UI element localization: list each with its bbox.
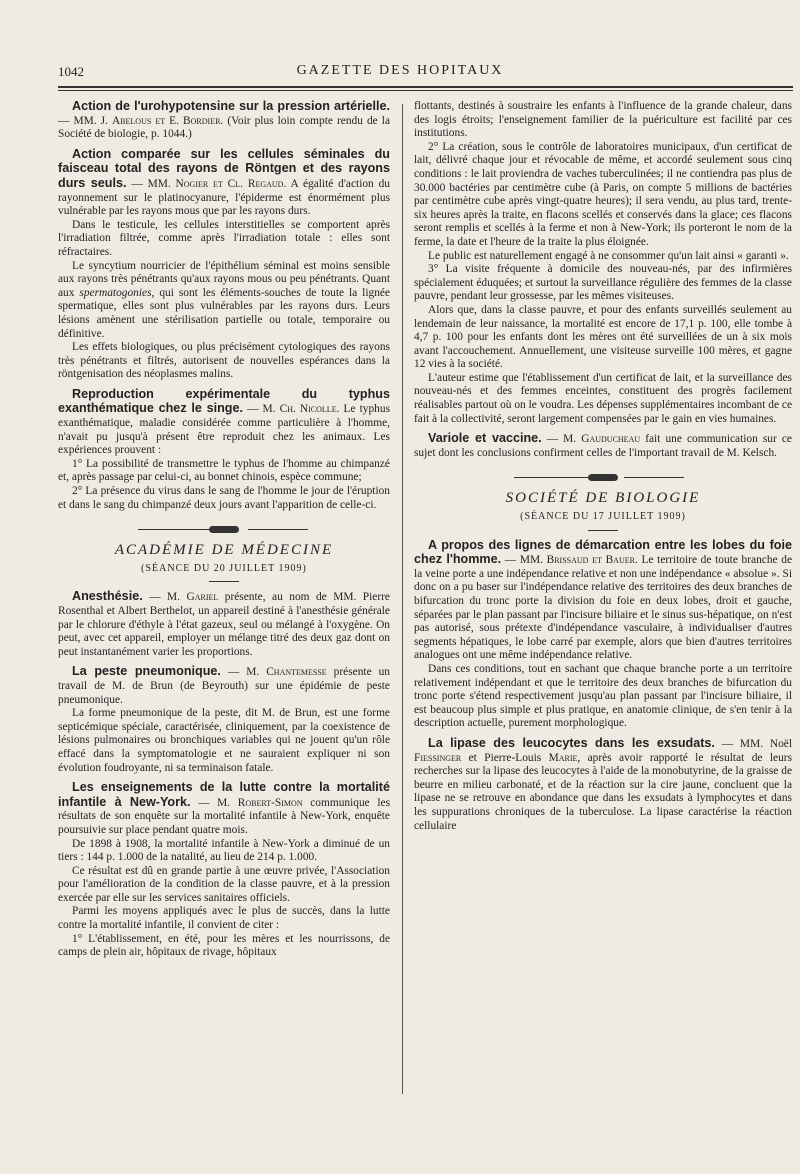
author-names: Ch. Nicolle [279, 403, 337, 416]
paragraph: L'auteur estime que l'établissement d'un certificat de lait, et la surveillance des nouveau-nés et des femmes enceintes, constituent des progrès facilement réalisables partout où on le voudra. Les dépenses supplémentaires incombant de ce fait à la collectivité, seront largement compensées par le gain en vies humaines. [414, 371, 792, 425]
right-column [414, 100, 792, 833]
header-rule [58, 86, 793, 88]
author-names: Gauducheau [581, 433, 641, 446]
paragraph: De 1898 à 1908, la mortalité infantile à New-York a diminué de un tiers : 144 p. 1.000 de la natalité, au lieu de 214 p. 1.000. [58, 837, 390, 864]
article-variole: Variole et vaccine. — M. Gauducheau fait une communication sur ce sujet dont les conclusions confirment celles de l'important travail de M. Kelsch. [414, 431, 792, 459]
paragraph: Le syncytium nourricier de l'épithélium séminal est moins sensible aux rayons très pénétrants qu'aux rayons mous ou peu pénétrants. Quant aux spermatogonies, qui sont les éléments-souches de toute la lignée spermatique, elles sont plus vulnérables par les rayons durs. Leurs lésions amènent une stérilisation partielle ou totale, temporaire ou définitive. [58, 259, 390, 340]
paragraph: 3° La visite fréquente à domicile des nouveau-nés, par des infirmières spécialement éduquées; et surtout la surveillance régulière des femmes de la classe pauvre, pendant leur grossesse, par les mêmes visiteuses. [414, 263, 792, 303]
column-divider [402, 104, 403, 1094]
journal-title: GAZETTE DES HOPITAUX [296, 63, 504, 78]
paragraph: 2° La création, sous le contrôle de laboratoires municipaux, d'un certificat de lait, délivré chaque jour et révocable de même, et accordé seulement sous cinq conditions : le lait proviendra de vaches tuberculinées; il ne contiendra pas plus de 30.000 bactéries par centimètre cube (à Paris, on compte 5 millions de bactéries par centimètre cube après vingt-quatre heures); il sera vendu, au plus tard, trente-six heures après la traite, en flacons scellés et conservés dans la glace; ces flacons seront remplis et scellés à la ferme et non à New-York; ils porteront le nom de la ferme, la date et l'heure de la traite la plus éloignée. [414, 140, 792, 248]
section-title-biologie: SOCIÉTÉ DE BIOLOGIE [505, 490, 701, 507]
paragraph: La forme pneumonique de la peste, dit M. de Brun, est une forme septicémique spéciale, caractérisée, cliniquement, par la coexistence de lésions pulmonaires ou bronchiques variables qui ne jouent qu'un rôle effacé dans la symptomatologie et ne sauraient expliquer ni son évolution foudroyante, ni sa terminaison fatale. [58, 707, 390, 774]
author-names: Gariel [186, 591, 219, 604]
article-new-york-continued [414, 100, 792, 426]
article-anesthesie: Anesthésie. — M. Gariel présente, au nom de MM. Pierre Rosenthal et Albert Berthelot, un appareil destiné à l'anesthésie générale par le chlorure d'éthyle à l'état gazeux, seul ou mélangé à l'oxygène. On peut, avec cet appareil, employer un mélange titré des deux gaz dont on peut instantanément varier les proportions. [58, 589, 390, 658]
article-lobes-foie: A propos des lignes de démarcation entre les lobes du foie chez l'homme. — MM. Brissaud et Bauer. Le territoire de toute branche de la veine porte a une indépendance relative et non une indépendance « absolue ». Si donc on a pu baser sur l'indépendance relative des territoires des deux branches de bifurcation du tronc porte la division du foie en deux lobes, droit et gauche, séparées par le plan passant par l'incisure biliaire et le sinus sus-hépatique, on n'est pas autorisé, sous prétexte d'indépendance vasculaire, à individualiser d'autres segments hépatiques, le lobe carré par exemple, alors que bien d'autres territoires analogues ont une même indépendance relative. Dans ces conditions, tout en sachant que chaque branche porte a un territoire relativement indépendant et que le territoire des deux branches de bifurcation du tronc porte s'étend respectivement jusqu'au plan passant par l'incisure biliaire, il est beaucoup plus simple et plus pratique, en anatomie clinique, de s'en tenir à la description actuelle, purement morphologique. [414, 537, 793, 730]
page-header [0, 58, 800, 88]
section-ornament [58, 526, 390, 534]
paragraph: Les effets biologiques, ou plus précisément cytologiques des rayons très pénétrants et filtrés, autorisent de nouvelles espérances dans la röntgenisation des néoplasmes malins. [58, 341, 390, 381]
paragraph: 1° L'établissement, en été, pour les mères et les nourrissons, de camps de plein air, hôpitaux de rivage, hôpitaux [58, 932, 390, 959]
author-names: Fiessinger [414, 751, 462, 764]
article-heading: Les enseignements de la lutte contre la mortalité infantile à New-York. [58, 780, 390, 809]
article-peste: La peste pneumonique. — M. Chantemesse présente un travail de M. de Brun (de Beyrouth) sur une épidémie de peste pneumonique. La forme pneumonique de la peste, dit M. de Brun, est une forme septicémique spéciale, caractérisée, cliniquement, par la coexistence de lésions pulmonaires ou bronchiques variables qui ne jouent qu'un rôle effacé dans la symptomatologie et ne sauraient expliquer ni son évolution foudroyante, ni sa terminaison fatale. [58, 664, 390, 774]
paragraph: 1° La possibilité de transmettre le typhus de l'homme au chimpanzé et, après passage par celui-ci, au bonnet chinois, espèce commune; [58, 457, 390, 484]
paragraph: Dans le testicule, les cellules interstitielles se comportent après l'irradiation filtrée, comme après l'irradiation totale : elles sont réfractaires. [58, 218, 390, 258]
article-heading: A propos des lignes de démarcation entre les lobes du foie chez l'homme. [414, 537, 792, 567]
article-heading: Action comparée sur les cellules séminales du faisceau total des rayons de Röntgen et des rayons durs seuls. [58, 146, 390, 190]
header-rule-thin [58, 90, 793, 91]
paragraph: Dans ces conditions, tout en sachant que chaque branche porte a un territoire relativement indépendant et que le territoire des deux branches de bifurcation du tronc porte s'étend respectivement jusqu'au plan passant par l'incisure biliaire, il est beaucoup plus simple et plus pratique, en anatomie clinique, de s'en tenir à la description actuelle, purement morphologique. [414, 662, 792, 730]
section-ornament [414, 474, 792, 482]
paragraph: Ce résultat est dû en grande partie à une œuvre privée, l'Association pour l'amélioration de la condition de la classe pauvre, et à la pression exercée par elle sur les services sanitaires officiels. [58, 864, 390, 904]
author-names: Chantemesse [266, 666, 327, 679]
section-title-academie: ACADÉMIE DE MÉDECINE [114, 542, 334, 559]
paragraph: Parmi les moyens appliqués avec le plus de succès, dans la lutte contre la mortalité infantile, il convient de citer : [58, 905, 390, 932]
article-heading: La peste pneumonique. [72, 664, 221, 679]
author-names: Nogier et Cl. Regaud [175, 177, 284, 190]
seance-date: (SÉANCE DU 17 JUILLET 1909) [520, 511, 686, 523]
seance-date: (SÉANCE DU 20 JUILLET 1909) [141, 562, 307, 574]
article-heading: La lipase des leucocytes dans les exsudats. [428, 735, 715, 750]
paragraph: flottants, destinés à soustraire les enfants à l'influence de la grande chaleur, dans des logis étroits; l'enseignement familier de la puériculture est facilité par ces institutions. [414, 100, 792, 140]
short-rule [588, 530, 618, 531]
short-rule [209, 581, 239, 582]
page-number: 1042 [58, 64, 84, 79]
author-names: Brissaud et Bauer [546, 554, 635, 567]
article-typhus: Reproduction expérimentale du typhus exanthématique chez le singe. — M. Ch. Nicolle. Le typhus exanthématique, maladie considérée comme particulière à l'homme, n'avait pu jusqu'à présent être reproduit chez les animaux. Les expériences prouvent : 1° La possibilité de transmettre le typhus de l'homme au chimpanzé et, après passage par celui-ci, au bonnet chinois, espèce commune; 2° La présence du virus dans le sang de l'homme le jour de l'éruption et dans le sang du chimpanzé deux jours avant l'apparition de celle-ci. [58, 386, 391, 511]
article-rontgen: Action comparée sur les cellules séminales du faisceau total des rayons de Röntgen et des rayons durs seuls. — MM. Nogier et Cl. Regaud. A égalité d'action du rayonnement sur le platinocyanure, l'épiderme est énormément plus vulnérable par les rayons mous que par les rayons durs. Dans le testicule, les cellules interstitielles se comportent après l'irradiation filtrée, comme après l'irradiation totale : elles sont réfractaires. Le syncytium nourricier de l'épithélium séminal est moins sensible aux rayons très pénétrants qu'aux rayons mous ou peu pénétrants. Quant aux spermatogonies, qui sont les éléments-souches de toute la lignée spermatique, elles sont plus vulnérables par les rayons durs. Leurs lésions amènent une stérilisation partielle ou totale, temporaire ou définitive. Les effets biologiques, ou plus précisément cytologiques des rayons très pénétrants et filtrés, autorisent de nouvelles espérances dans la röntgenisation des néoplasmes malins. [58, 146, 390, 381]
paragraph: Le public est naturellement engagé à ne consommer qu'un lait ainsi « garanti ». [428, 249, 789, 262]
article-heading: Variole et vaccine. [428, 431, 542, 446]
paragraph: 2° La présence du virus dans le sang de l'homme le jour de l'éruption et dans le sang du chimpanzé deux jours avant l'apparition de celle-ci. [58, 485, 390, 511]
article-heading: Action de l'urohypotensine sur la pression artérielle. [72, 99, 390, 113]
left-column [58, 100, 390, 960]
article-heading: Reproduction expérimentale du typhus exanthématique chez le singe. [58, 386, 390, 416]
article-urohypotensine: Action de l'urohypotensine sur la pression artérielle. — MM. J. Abelous et E. Bordier. (Voir plus loin compte rendu de la Société de biologie, p. 1044.) [58, 99, 390, 141]
article-new-york: Les enseignements de la lutte contre la mortalité infantile à New-York. — M. Robert-Simon communique les résultats de son enquête sur la mortalité infantile à New-York, enquête poursuivie sur place pendant quatre mois. De 1898 à 1908, la mortalité infantile à New-York a diminué de un tiers : 144 p. 1.000 de la natalité, au lieu de 214 p. 1.000. Ce résultat est dû en grande partie à une œuvre privée, l'Association pour l'amélioration de la condition de la classe pauvre, et à la pression exercée par elle sur les services sanitaires officiels. Parmi les moyens appliqués avec le plus de succès, dans la lutte contre la mortalité infantile, il convient de citer : 1° L'établissement, en été, pour les mères et les nourrissons, de camps de plein air, hôpitaux de rivage, hôpitaux [58, 780, 391, 959]
author-names: Robert-Simon [237, 796, 303, 809]
author-names: Marie [548, 751, 578, 764]
paragraph: Alors que, dans la classe pauvre, et pour des enfants surveillés seulement au lendemain de leur naissance, la mortalité est encore de 17,1 p. 100, elle tombe à 4,7 p. 100 pour les enfants dont les mères ont été surveillées de un à six mois avant l'accouchement. Annuellement, une visiteuse surveille 100 mères, et gagne 12 vies à la société. [414, 303, 792, 371]
author-names: Abelous et E. Bordier [111, 114, 221, 127]
article-heading: Anesthésie. [72, 589, 143, 604]
article-lipase: La lipase des leucocytes dans les exsudats. — MM. Noël Fiessinger et Pierre-Louis Marie, après avoir rapporté le résultat de leurs recherches sur la lipase des leucocytes à l'aide de la monobutyrine, de la graisse de beurre en milieu carbonaté, et de la réaction sur la cire jaune, concluent que la lipase ne se retrouve en abondance que dans les exsudats à lymphocytes et dans les suppurations chroniques de la tuberculose. La lipase caractérise la réaction cellulaire [414, 735, 792, 832]
